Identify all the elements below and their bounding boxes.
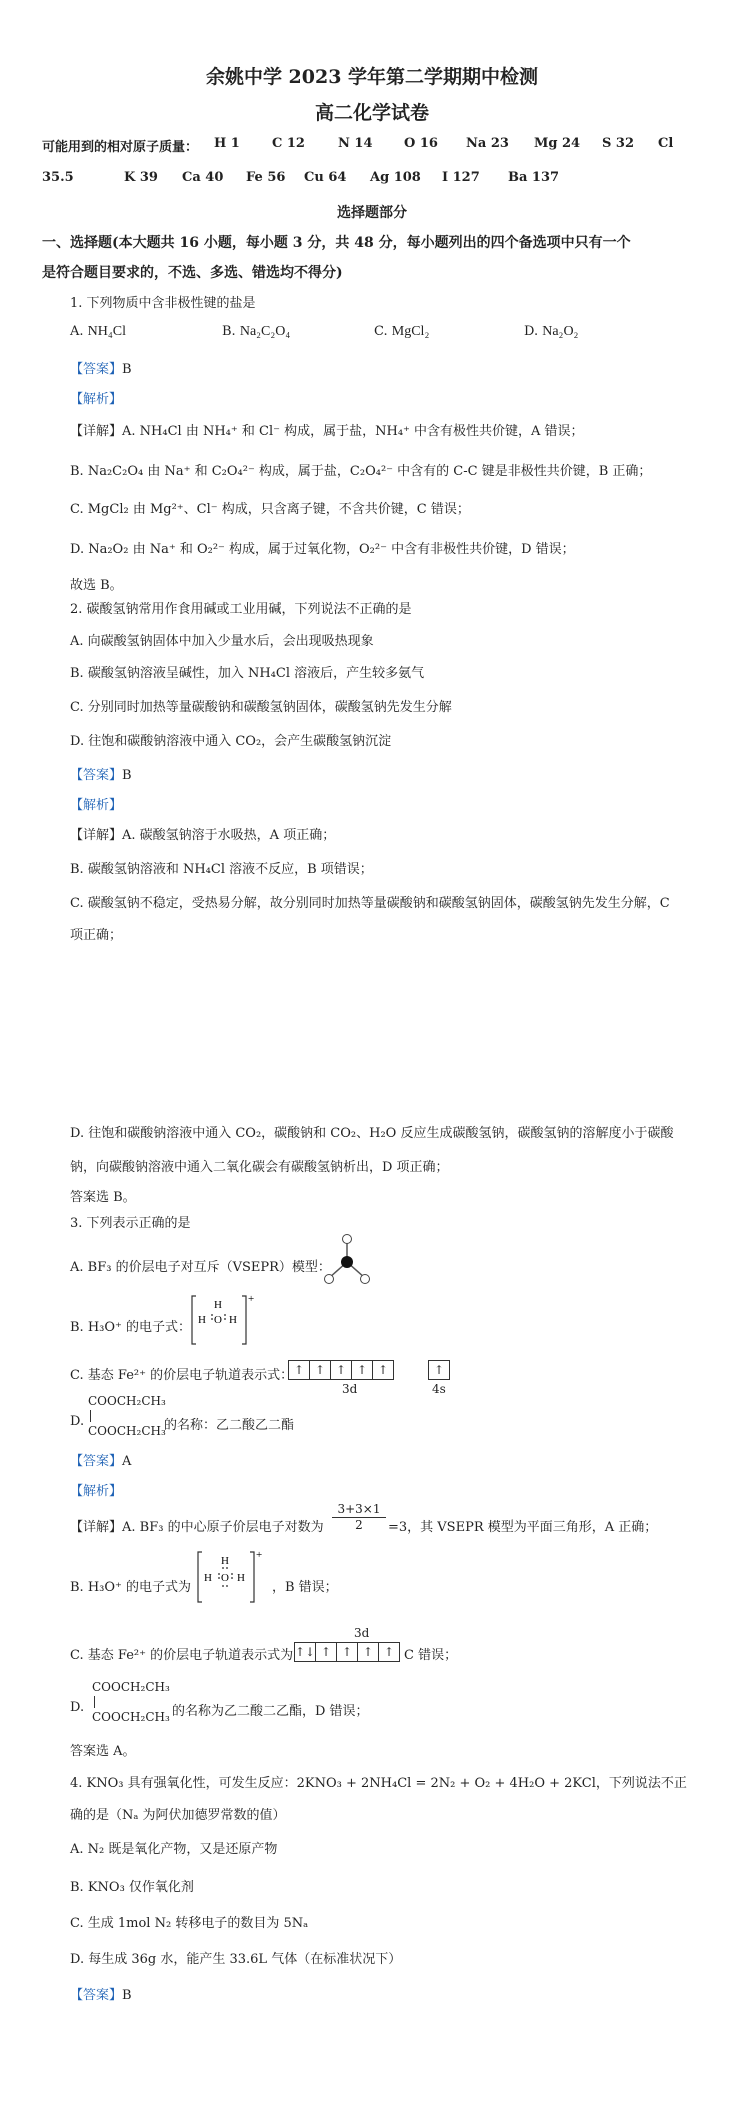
q3-answer-label: 【答案】 [70, 1454, 123, 1469]
h-atom-top: H [221, 1555, 229, 1567]
q2-detail-label: 【详解】 [70, 828, 123, 843]
q1-option-b-label: B. [222, 324, 236, 339]
bracket-right [250, 1552, 254, 1602]
orbital-box: ↑ [337, 1643, 358, 1661]
q4-stem-line2: 确的是（Nₐ 为阿伏加德罗常数的值） [70, 1808, 286, 1823]
section-instructions-line2: 是符合题目要求的，不选、多选、错选均不得分) [42, 265, 343, 281]
q1-option-c [374, 324, 429, 340]
q4-option-c: C. 生成 1mol N₂ 转移电子的数目为 5Nₐ [70, 1916, 309, 1931]
q2-option-b: B. 碳酸氢钠溶液呈碱性，加入 NH₄Cl 溶液后，产生较多氨气 [70, 666, 425, 681]
f-atom [325, 1275, 334, 1284]
electron-dot [222, 1567, 224, 1569]
section-instructions-line1: 一、选择题(本大题共 16 小题，每小题 3 分，共 48 分，每小题列出的四个备选项中只有一个 [42, 235, 631, 251]
q3-detail-label: 【详解】 [70, 1520, 123, 1535]
q4-answer [70, 1984, 132, 2003]
electron-dot [226, 1585, 228, 1587]
electron-dot [211, 1314, 213, 1316]
electron-dot [224, 1318, 226, 1320]
q4-option-d: D. 每生成 36g 水，能产生 33.6L 气体（在标准状况下） [70, 1952, 402, 1967]
q1-detail-c: C. MgCl₂ 由 Mg²⁺、Cl⁻ 构成，只含离子键，不含共价键，C 错误； [70, 502, 470, 517]
vsepr-fraction [332, 1502, 386, 1532]
ester-group-top: COOCH₂CH₃ [88, 1394, 166, 1408]
mass-cl: Cl [658, 136, 674, 151]
mass-ag: Ag 108 [370, 170, 421, 185]
q4-stem-line1: 4. KNO₃ 具有强氧化性，可发生反应：2KNO₃ + 2NH₄Cl = 2N₂ + O₂ + 4H₂O + 2KCl，下列说法不正 [70, 1776, 687, 1791]
mass-cu: Cu 64 [304, 170, 347, 185]
q1-option-d [524, 324, 578, 340]
q2-answer [70, 764, 132, 783]
h-atom-left: H [204, 1572, 212, 1584]
q1-detail-b: B. Na₂C₂O₄ 由 Na⁺ 和 C₂O₄²⁻ 构成，属于盐，C₂O₄²⁻ 中含有的 C-C 键是非极性共价键，B 正确； [70, 464, 652, 479]
q3-option-c: C. 基态 Fe²⁺ 的价层电子轨道表示式： [70, 1368, 294, 1383]
mass-mg: Mg 24 [534, 136, 581, 151]
q1-option-c-formula: MgCl₂ [391, 324, 430, 339]
bracket-right [242, 1296, 246, 1344]
q1-option-a-label: A. [70, 324, 84, 339]
q1-answer-label: 【答案】 [70, 362, 123, 377]
h3o-electron-formula [188, 1290, 258, 1350]
q2-answer-label: 【答案】 [70, 768, 123, 783]
q2-option-d: D. 往饱和碳酸钠溶液中通入 CO₂，会产生碳酸氢钠沉淀 [70, 734, 392, 749]
exam-subtitle: 高二化学试卷 [314, 102, 429, 124]
q1-option-a-formula: NH₄Cl [87, 324, 127, 339]
fraction-numerator: 3+3×1 [337, 1502, 381, 1516]
q3-conclusion: 答案选 A。 [70, 1744, 136, 1759]
mass-s: S 32 [602, 136, 635, 151]
orbital-box: ↑ [331, 1361, 352, 1379]
orbital-box: ↑ [383, 1645, 395, 1659]
q3-detail-b-part2: ，B 错误； [272, 1580, 338, 1595]
q3-stem: 3. 下列表示正确的是 [70, 1216, 191, 1231]
bracket-left [198, 1552, 202, 1602]
q1-conclusion: 故选 B。 [70, 578, 123, 593]
q4-answer-value: B [122, 1988, 132, 2003]
electron-dot [231, 1573, 233, 1575]
orbital-box: ↑ [310, 1361, 331, 1379]
positive-charge: + [256, 1549, 263, 1561]
q3-detail-a-part2: =3，其 VSEPR 模型为平面三角形，A 正确； [388, 1520, 658, 1535]
orbital-box: ↑ [289, 1361, 310, 1379]
orbital-box: ↑ [433, 1363, 445, 1377]
q3-detail-a-text: A. BF₃ 的中心原子价层电子对数为 [122, 1520, 324, 1535]
q1-detail-label: 【详解】 [70, 424, 123, 439]
exam-title: 余姚中学 2023 学年第二学期期中检测 [205, 66, 539, 88]
q3-option-a: A. BF₃ 的价层电子对互斥（VSEPR）模型： [70, 1260, 331, 1275]
q3-detail-c-part1: C. 基态 Fe²⁺ 的价层电子轨道表示式为 [70, 1648, 294, 1663]
q3-analysis-label: 【解析】 [70, 1484, 123, 1499]
q1-stem: 1. 下列物质中含非极性键的盐是 [70, 296, 256, 311]
q1-option-d-label: D. [524, 324, 539, 339]
q1-option-d-formula: Na₂O₂ [542, 324, 579, 339]
orbital-label-3d: 3d [342, 1382, 358, 1396]
mass-ba: Ba 137 [508, 170, 560, 185]
bf3-vsepr-model [320, 1232, 380, 1290]
q4-answer-label: 【答案】 [70, 1988, 123, 2003]
q1-answer [70, 358, 132, 377]
fe2-3d-orbitals-correct [294, 1642, 400, 1662]
positive-charge: + [248, 1293, 255, 1305]
q2-analysis-label: 【解析】 [70, 798, 123, 813]
electron-dot [218, 1573, 220, 1575]
mass-ca: Ca 40 [182, 170, 224, 185]
orbital-box: ↑ [358, 1643, 379, 1661]
h-atom-left: H [198, 1314, 206, 1326]
q2-option-a: A. 向碳酸氢钠固体中加入少量水后，会出现吸热现象 [70, 634, 374, 649]
ester-group-bottom: COOCH₂CH₃ [88, 1424, 166, 1438]
q2-stem: 2. 碳酸氢钠常用作食用碱或工业用碱，下列说法不正确的是 [70, 602, 412, 617]
mass-k: K 39 [124, 170, 158, 185]
q3-detail-d-letter: D. [70, 1700, 85, 1715]
mass-h: H 1 [214, 136, 240, 151]
orbital-box: ↑ [377, 1363, 389, 1377]
q2-detail-a-text: A. 碳酸氢钠溶于水吸热，A 项正确； [122, 828, 336, 843]
q1-option-b-formula: Na₂C₂O₄ [239, 324, 291, 339]
mass-i: I 127 [442, 170, 480, 185]
electron-dot [224, 1314, 226, 1316]
q3-answer-value: A [122, 1454, 132, 1469]
mass-n: N 14 [338, 136, 373, 151]
ester-bond [94, 1696, 95, 1708]
q2-detail-c-line1: C. 碳酸氢钠不稳定，受热易分解，故分别同时加热等量碳酸钠和碳酸氢钠固体，碳酸氢钠先发生分解，C [70, 896, 670, 911]
q2-detail-c-line2: 项正确； [70, 928, 123, 943]
fe2-4s-orbital [428, 1360, 450, 1380]
orbital-label-3d-correct: 3d [354, 1626, 370, 1640]
q1-option-a [70, 324, 126, 340]
orbital-box: ↑ [316, 1643, 337, 1661]
q1-option-c-label: C. [374, 324, 388, 339]
q4-option-a: A. N₂ 既是氧化产物，又是还原产物 [70, 1842, 278, 1857]
mass-c: C 12 [272, 136, 305, 151]
q1-detail-d: D. Na₂O₂ 由 Na⁺ 和 O₂²⁻ 构成，属于过氧化物，O₂²⁻ 中含有非极性共价键，D 错误； [70, 542, 575, 557]
q4-option-b: B. KNO₃ 仅作氧化剂 [70, 1880, 194, 1895]
q1-detail-a-text: A. NH₄Cl 由 NH₄⁺ 和 Cl⁻ 构成，属于盐，NH₄⁺ 中含有极性共价键，A 错误； [122, 424, 584, 439]
h3o-electron-formula-correct [192, 1546, 268, 1608]
bracket-left [192, 1296, 196, 1344]
q3-detail-b-part1: B. H₃O⁺ 的电子式为 [70, 1580, 192, 1595]
q2-detail-a [70, 824, 335, 843]
q1-analysis-label: 【解析】 [70, 392, 123, 407]
o-atom: O [221, 1572, 229, 1584]
q3-option-d-text: 的名称：乙二酸乙二酯 [164, 1418, 295, 1433]
q2-detail-d-line1: D. 往饱和碳酸钠溶液中通入 CO₂，碳酸钠和 CO₂、H₂O 反应生成碳酸氢钠，碳酸氢钠的溶解度小于碳酸 [70, 1126, 674, 1141]
mass-fe: Fe 56 [246, 170, 286, 185]
q3-detail-c-part2: C 错误； [404, 1648, 458, 1663]
electron-dot [218, 1577, 220, 1579]
fe2-3d-orbitals [288, 1360, 394, 1380]
q1-detail-a [70, 420, 584, 439]
q3-answer [70, 1450, 131, 1469]
f-atom [343, 1235, 352, 1244]
ester-group-top-correct: COOCH₂CH₃ [92, 1680, 170, 1694]
electron-dot [226, 1567, 228, 1569]
ester-group-bottom-correct: COOCH₂CH₃ [92, 1710, 170, 1724]
q3-option-b: B. H₃O⁺ 的电子式： [70, 1320, 192, 1335]
f-atom [361, 1275, 370, 1284]
o-atom: O [214, 1314, 222, 1326]
electron-dot [211, 1318, 213, 1320]
q2-option-c: C. 分别同时加热等量碳酸钠和碳酸氢钠固体，碳酸氢钠先发生分解 [70, 700, 452, 715]
b-atom [341, 1256, 353, 1268]
q1-option-b [222, 324, 290, 340]
q2-answer-value: B [122, 768, 132, 783]
orbital-label-4s: 4s [432, 1382, 446, 1396]
electron-dot [222, 1585, 224, 1587]
fraction-denominator: 2 [332, 1517, 386, 1532]
ester-bond [90, 1410, 91, 1422]
h-atom-right: H [237, 1572, 245, 1584]
q3-option-d-letter: D. [70, 1414, 85, 1429]
q2-conclusion: 答案选 B。 [70, 1190, 136, 1205]
q1-answer-value: B [122, 362, 132, 377]
h-atom-right: H [229, 1314, 237, 1326]
mass-na: Na 23 [466, 136, 509, 151]
q3-detail-d-text: 的名称为乙二酸二乙酯，D 错误； [172, 1704, 369, 1719]
q3-detail-a-part1 [70, 1516, 324, 1535]
part-heading: 选择题部分 [337, 205, 407, 221]
q2-detail-b: B. 碳酸氢钠溶液和 NH₄Cl 溶液不反应，B 项错误； [70, 862, 373, 877]
q2-detail-d-line2: 钠，向碳酸钠溶液中通入二氧化碳会有碳酸氢钠析出，D 项正确； [70, 1160, 449, 1175]
mass-cl-value: 35.5 [42, 170, 74, 185]
orbital-box: ↑↓ [295, 1645, 316, 1659]
mass-o: O 16 [404, 136, 438, 151]
orbital-box: ↑ [352, 1361, 373, 1379]
atomic-masses-label: 可能用到的相对原子质量： [42, 140, 199, 155]
h-atom-top: H [214, 1299, 222, 1311]
electron-dot [231, 1577, 233, 1579]
